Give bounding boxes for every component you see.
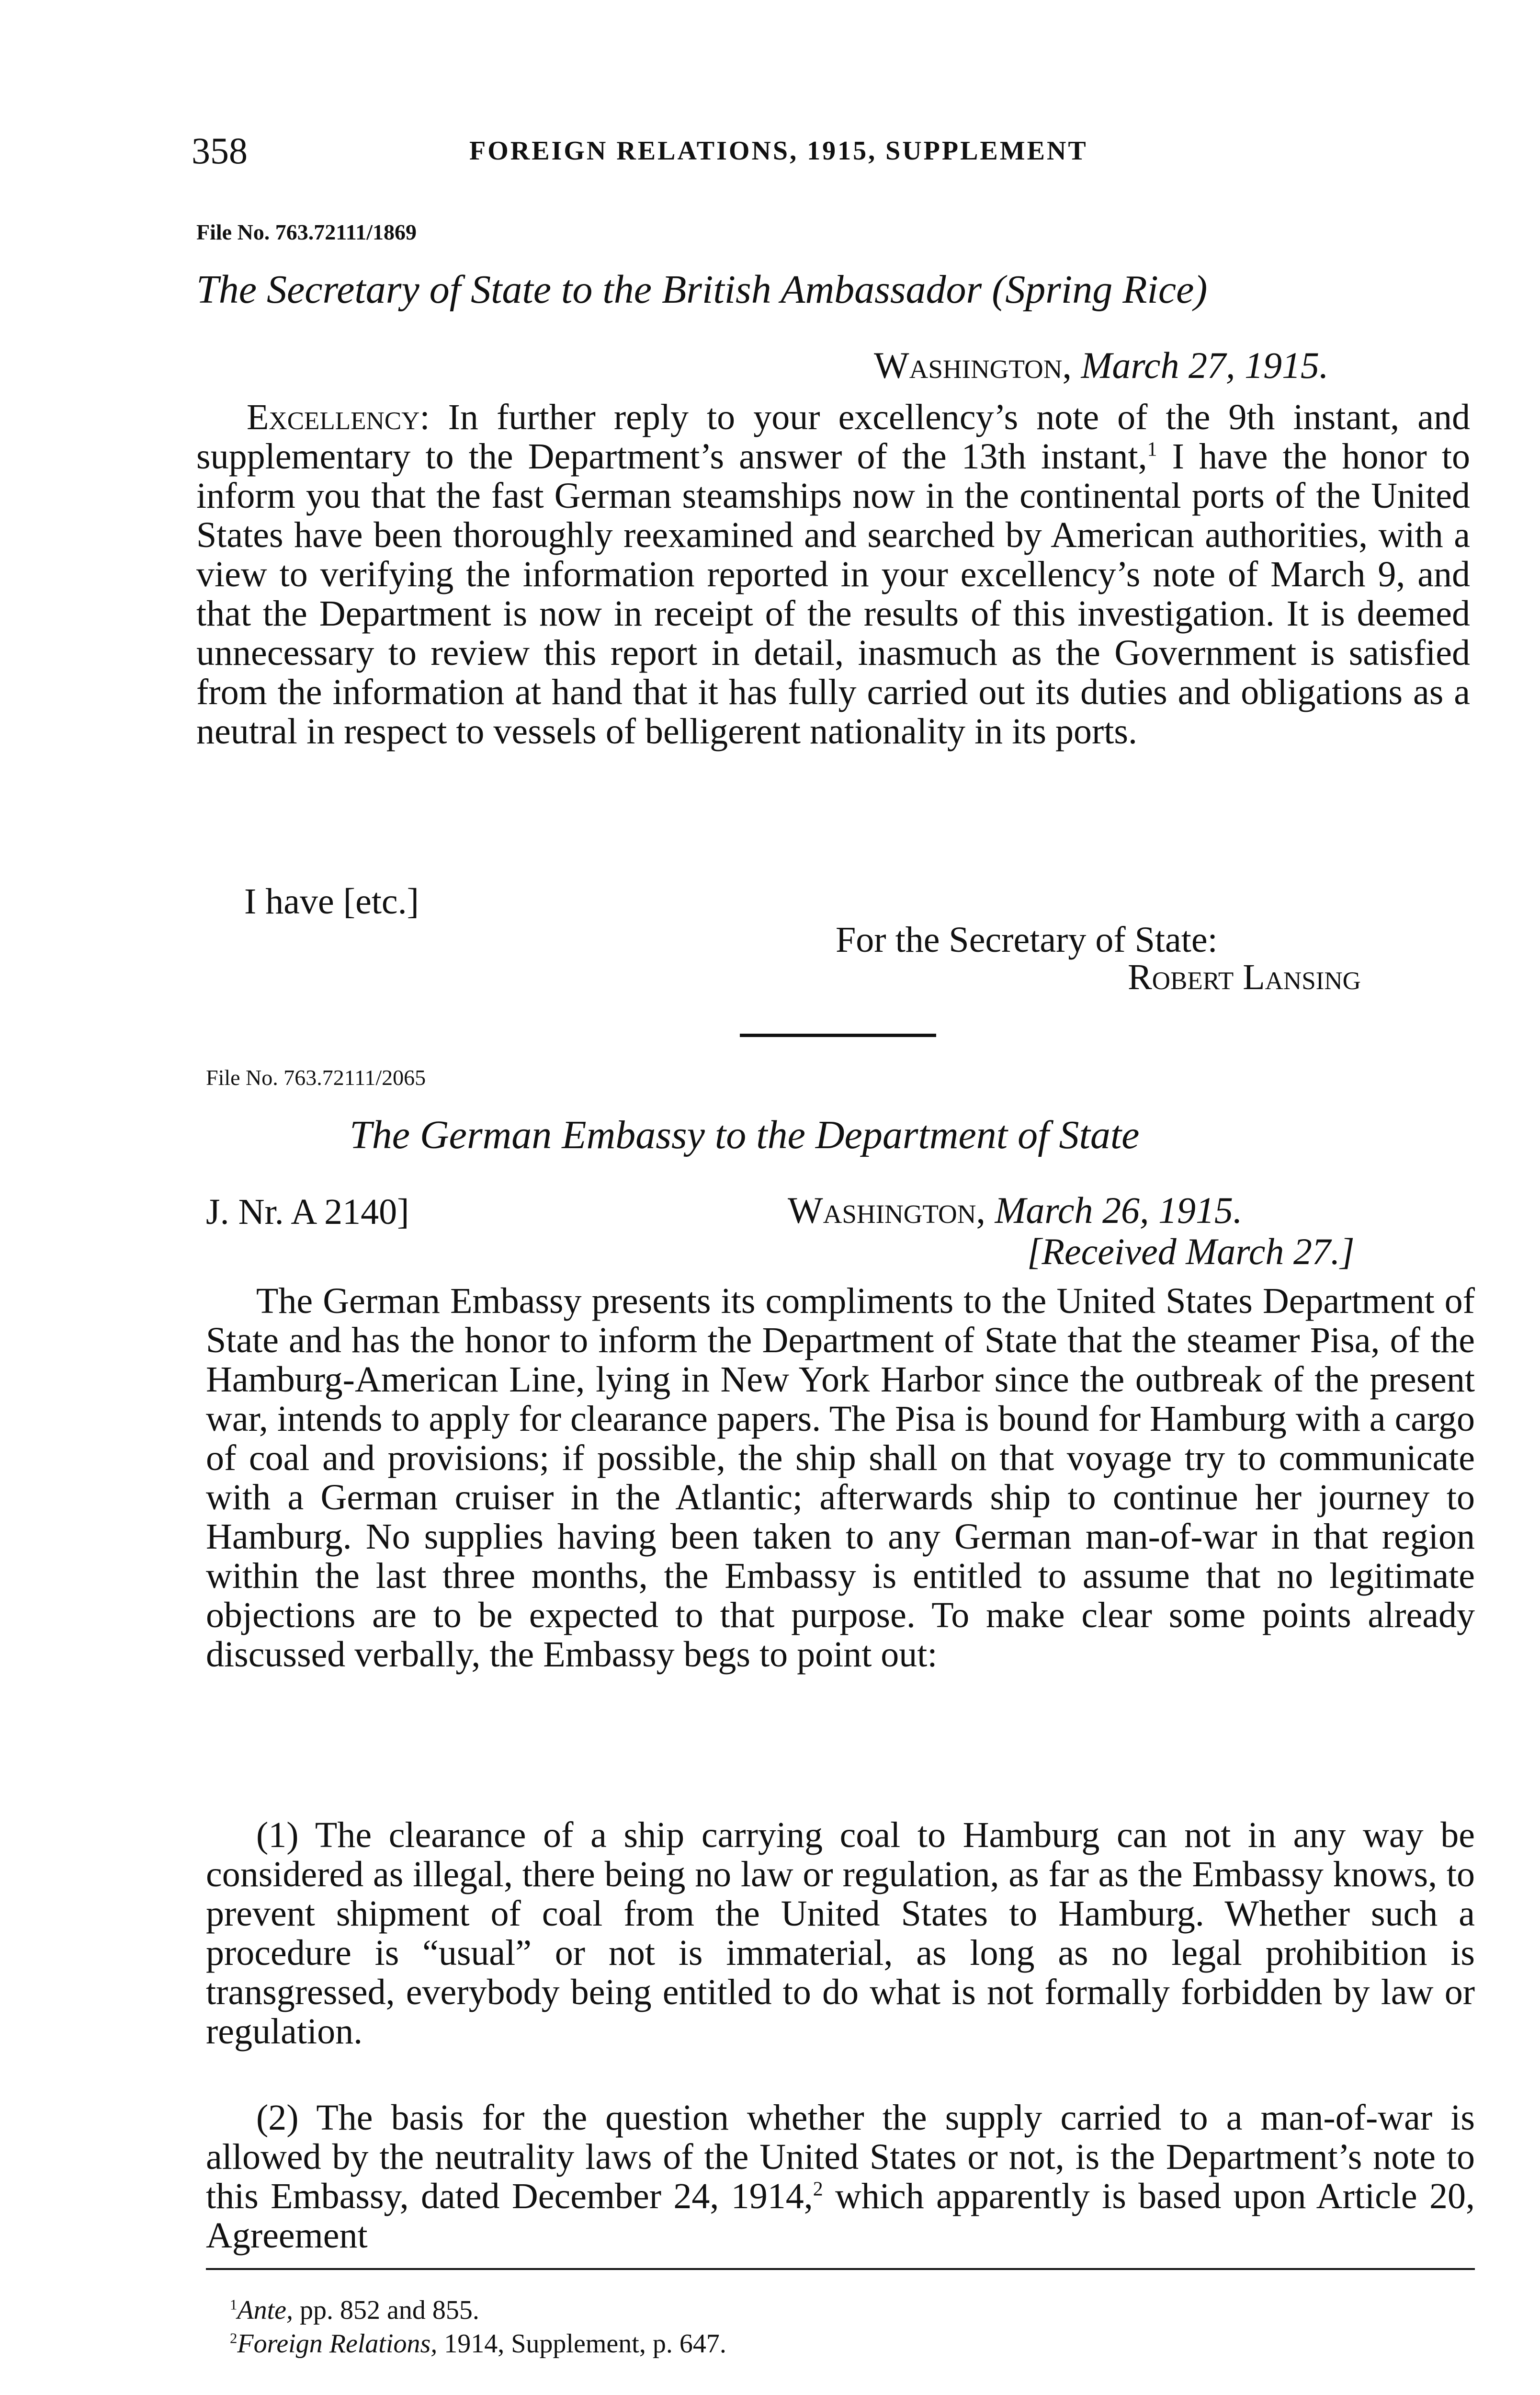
body-text-continued: I have the honor to inform you that the fast German steamships now in the continental ports of the United States have been thoroughly reexamined and searched by American authorities, with a view to verifying the information reported in your excellency’s note of March 9, and that the Department is now in receipt of the results of this investigation. It is deemed unnecessary to review this report in detail, inasmuch as the Government is satisfied from the information at hand that it has fully carried out its duties and obligations as a neutral in respect to vessels of belligerent nationality in its ports. [196,436,1471,752]
dateline-place: Washington, [788,1189,985,1231]
footnote-mark: 1 [230,2296,238,2313]
footnote-text: pp. 852 and 855. [293,2295,479,2325]
footnote-rule [206,2268,1475,2270]
signature-name: Robert Lansing [1128,957,1361,997]
salutation: Excellency [247,397,420,437]
running-head-title: FOREIGN RELATIONS, 1915, SUPPLEMENT [469,136,1088,166]
section-divider [740,1034,936,1037]
note-paragraph: The German Embassy presents its compliments to the United States Department of State and has the honor to inform the Department of State that the steamer Pisa, of the Hamburg-American Line, lying in New York Harbor since the outbreak of the present war, intends to apply for clearance papers. The Pisa is bound for Hamburg with a cargo of coal and provisions; if possible, the ship shall on that voyage try to communicate with a German cruiser in the Atlantic; afterwards ship to continue her journey to Hamburg. No supplies having been taken to any German man-of-war in that region within the last three months, the Embassy is entitled to assume that no legitimate objections are to be expected to that purpose. To make clear some points already discussed verbally, the Embassy begs to point out: [206,1281,1475,1675]
dateline-date: March 26, 1915. [995,1189,1243,1231]
footnote [230,2328,726,2360]
footnote-italic: Foreign Relations, [237,2329,438,2359]
file-number: File No. 763.72111/2065 [206,1065,426,1090]
letter-body [196,398,1470,751]
footnote-reference: 1 [1147,438,1157,461]
document-title: The Secretary of State to the British Ambassador (Spring Rice) [196,267,1208,312]
note-paragraph [206,2098,1475,2255]
dateline-place: Washington, [874,344,1072,386]
footnote-text: 1914, Supplement, p. 647. [437,2329,726,2359]
closing: I have [etc.] [244,881,419,922]
note-paragraph: (1) The clearance of a ship carrying coal to Hamburg can not in any way be considered as illegal, there being no law or regulation, as far as the Embassy knows, to prevent shipment of coal from the United States to Hamburg. Whether such a procedure is “usual” or not is immaterial, as long as no legal prohibition is transgressed, everybody being entitled to do what is not formally forbidden by law or regulation. [206,1815,1475,2052]
running-head [192,129,1202,172]
dateline-date: March 27, 1915. [1081,344,1329,386]
page-number: 358 [192,130,248,171]
document-title: The German Embassy to the Department of State [350,1113,1140,1157]
footnote-italic: Ante, [237,2295,294,2325]
paragraph-text: (2) The basis for the question whether the supply carried to a man-of-war is allowed by the neutrality laws of the United States or not, is the Department’s note to this Embassy, dated December 24, 1914, [206,2098,1475,2216]
footnote-mark: 2 [230,2330,238,2347]
dateline [788,1189,1243,1232]
body-text: : In further reply to your excellency’s note of the 9th instant, and supplementary to the Department’s answer of the 13th instant, [196,397,1470,477]
footnote [230,2294,479,2326]
footnote-reference: 2 [813,2178,823,2201]
signature-line: For the Secretary of State: [836,920,1218,960]
received-date: [Received March 27.] [1027,1231,1355,1272]
reference-number: J. Nr. A 2140] [206,1192,409,1232]
dateline [874,344,1329,387]
file-number: File No. 763.72111/1869 [196,220,417,244]
paragraph-text-continued: which apparently is based upon Article 20, Agreement [206,2176,1475,2256]
